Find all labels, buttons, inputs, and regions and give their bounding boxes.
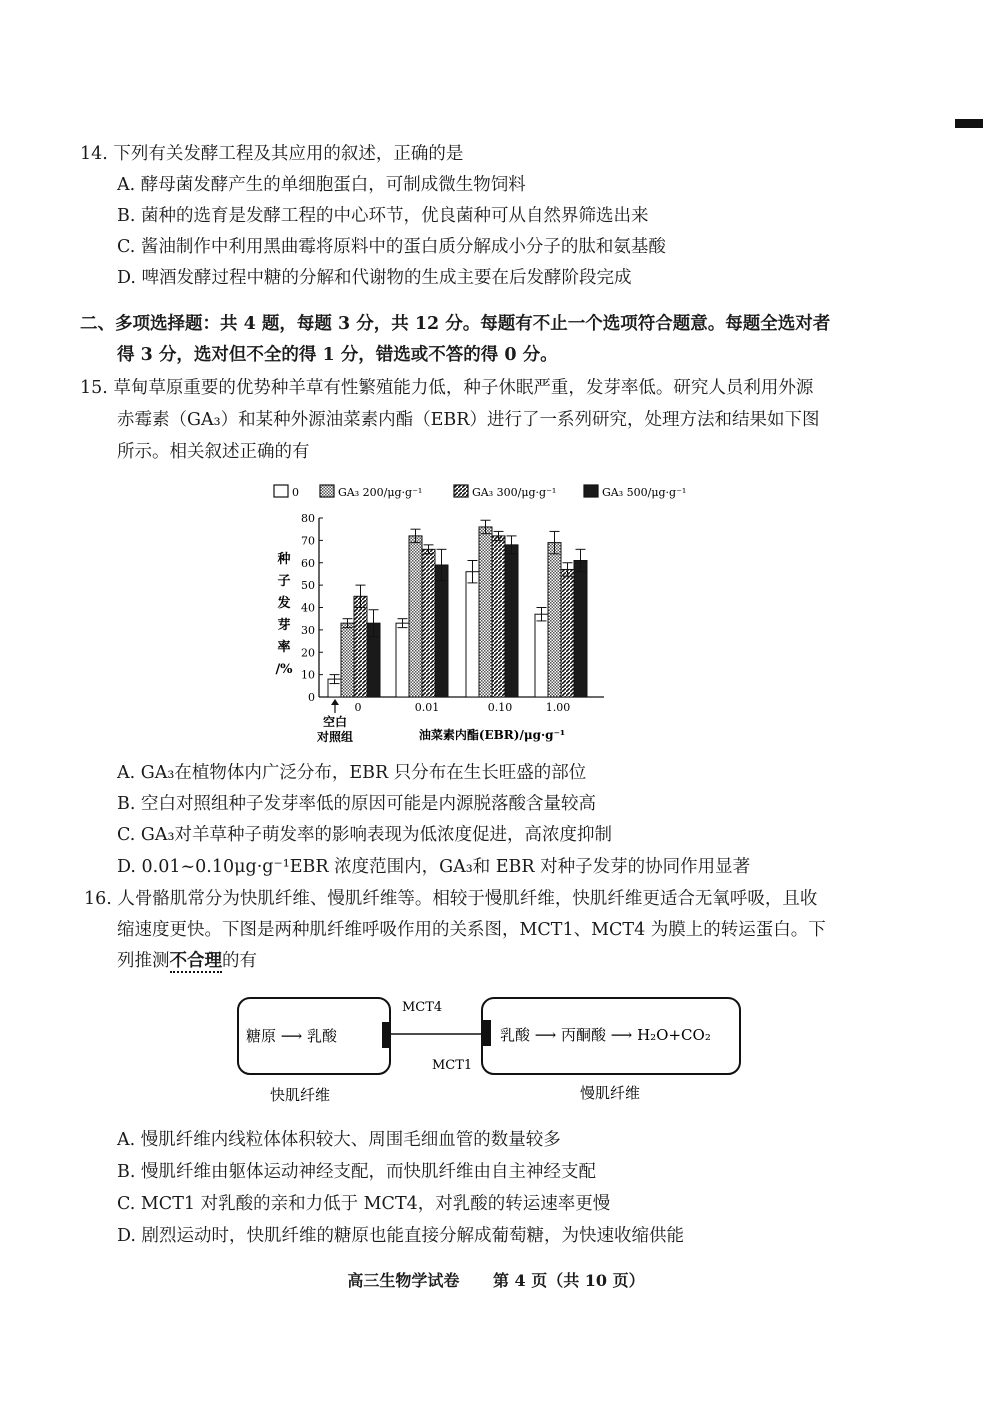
bar bbox=[561, 569, 574, 697]
q16-option-b: B. 慢肌纤维由躯体运动神经支配，而快肌纤维由自主神经支配 bbox=[117, 1162, 596, 1182]
bar bbox=[466, 572, 479, 697]
q16-stem-3: 列推测不合理的有 bbox=[117, 951, 257, 971]
y-tick-label: 10 bbox=[301, 668, 315, 682]
bar bbox=[409, 536, 422, 697]
legend-label: GA₃ 500/μg·g⁻¹ bbox=[602, 486, 687, 499]
y-tick-label: 20 bbox=[301, 646, 315, 660]
q15-option-a: A. GA₃在植物体内广泛分布，EBR 只分布在生长旺盛的部位 bbox=[117, 763, 587, 783]
fast-fiber-label: 快肌纤维 bbox=[270, 1086, 331, 1104]
legend-label: 0 bbox=[292, 486, 299, 499]
legend-swatch bbox=[454, 485, 468, 497]
q15-stem-1: 15. 草甸草原重要的优势种羊草有性繁殖能力低，种子休眠严重，发芽率低。研究人员利用外源 bbox=[80, 378, 814, 398]
slow-fiber-label: 慢肌纤维 bbox=[580, 1084, 641, 1102]
y-axis-label-char: 发 bbox=[277, 596, 291, 611]
germination-bar-chart bbox=[262, 476, 722, 748]
x-tick-label: 0.01 bbox=[414, 701, 440, 714]
footer-subject: 高三生物学试卷 bbox=[347, 1271, 460, 1290]
mct1-label: MCT1 bbox=[432, 1058, 473, 1073]
q15-option-c: C. GA₃对羊草种子萌发率的影响表现为低浓度促进，高浓度抑制 bbox=[117, 825, 613, 845]
y-tick-label: 60 bbox=[301, 556, 315, 570]
q15-stem-2: 赤霉素（GA₃）和某种外源油菜素内酯（EBR）进行了一系列研究，处理方法和结果如下图 bbox=[117, 410, 820, 430]
y-tick-label: 30 bbox=[301, 623, 315, 637]
q14-stem: 14. 下列有关发酵工程及其应用的叙述，正确的是 bbox=[80, 144, 464, 164]
bar bbox=[341, 623, 354, 697]
q15-stem-3: 所示。相关叙述正确的有 bbox=[117, 442, 310, 462]
mct4-label: MCT4 bbox=[402, 1000, 443, 1015]
q14-option-b: B. 菌种的选育是发酵工程的中心环节，优良菌种可从自然界筛选出来 bbox=[117, 206, 649, 226]
q14-option-a: A. 酵母菌发酵产生的单细胞蛋白，可制成微生物饲料 bbox=[117, 175, 526, 195]
bar bbox=[435, 565, 448, 697]
page-footer bbox=[0, 1268, 992, 1291]
x-tick-label: 0.10 bbox=[487, 701, 513, 714]
control-label: 对照组 bbox=[316, 730, 354, 744]
section2-heading: 二、多项选择题：共 4 题，每题 3 分，共 12 分。每题有不止一个选项符合题意。每题全选对者 bbox=[80, 314, 831, 334]
y-axis-label-char: /% bbox=[275, 662, 293, 677]
bar bbox=[422, 549, 435, 697]
q14-option-d: D. 啤酒发酵过程中糖的分解和代谢物的生成主要在后发酵阶段完成 bbox=[117, 268, 632, 288]
y-tick-label: 40 bbox=[301, 601, 315, 615]
legend-label: GA₃ 300/μg·g⁻¹ bbox=[472, 486, 557, 499]
y-tick-label: 0 bbox=[308, 691, 315, 704]
x-axis-label: 油菜素内酯(EBR)/μg·g⁻¹ bbox=[418, 728, 566, 742]
x-tick-label: 1.00 bbox=[545, 701, 571, 714]
slow-fiber-pathway: 乳酸 ⟶ 丙酮酸 ⟶ H₂O+CO₂ bbox=[500, 1026, 711, 1044]
q16-option-d: D. 剧烈运动时，快肌纤维的糖原也能直接分解成葡萄糖，为快速收缩供能 bbox=[117, 1226, 685, 1246]
bar bbox=[354, 596, 367, 697]
control-label: 空白 bbox=[322, 715, 348, 729]
legend-swatch bbox=[320, 485, 334, 497]
x-tick-label: 0 bbox=[354, 701, 362, 714]
q16-stem-2: 缩速度更快。下图是两种肌纤维呼吸作用的关系图，MCT1、MCT4 为膜上的转运蛋白。下 bbox=[117, 920, 826, 940]
footer-page-number: 第 4 页（共 10 页） bbox=[492, 1271, 645, 1290]
y-axis-label-char: 种 bbox=[277, 552, 291, 567]
fast-fiber-pathway: 糖原 ⟶ 乳酸 bbox=[246, 1027, 338, 1045]
bar bbox=[492, 536, 505, 697]
y-axis-label-char: 率 bbox=[277, 640, 291, 655]
control-arrowhead bbox=[331, 699, 339, 705]
q16-stem-1: 16. 人骨骼肌常分为快肌纤维、慢肌纤维等。相较于慢肌纤维，快肌纤维更适合无氧呼吸，且收 bbox=[84, 889, 818, 909]
bar bbox=[479, 527, 492, 697]
emphasis-not-reasonable: 不合理 bbox=[169, 951, 222, 971]
legend-swatch bbox=[584, 485, 598, 497]
y-tick-label: 70 bbox=[301, 534, 315, 548]
y-axis-label-char: 子 bbox=[277, 574, 291, 589]
y-axis-label-char: 芽 bbox=[277, 618, 291, 633]
mct4-transporter bbox=[382, 1022, 391, 1048]
muscle-fiber-diagram bbox=[230, 990, 750, 1110]
q16-option-a: A. 慢肌纤维内线粒体体积较大、周围毛细血管的数量较多 bbox=[117, 1130, 561, 1150]
bar bbox=[548, 543, 561, 697]
q15-option-d: D. 0.01~0.10μg·g⁻¹EBR 浓度范围内，GA₃和 EBR 对种子发芽的协同作用显著 bbox=[117, 857, 751, 877]
bar bbox=[574, 561, 587, 697]
bar bbox=[396, 623, 409, 697]
legend-swatch bbox=[274, 485, 288, 497]
q16-option-c: C. MCT1 对乳酸的亲和力低于 MCT4，对乳酸的转运速率更慢 bbox=[117, 1194, 611, 1214]
mct1-transporter bbox=[482, 1020, 491, 1046]
bar bbox=[505, 545, 518, 697]
bar bbox=[535, 614, 548, 697]
y-tick-label: 50 bbox=[301, 579, 315, 593]
legend-label: GA₃ 200/μg·g⁻¹ bbox=[338, 486, 423, 499]
y-tick-label: 80 bbox=[301, 512, 315, 525]
section2-heading-cont: 得 3 分，选对但不全的得 1 分，错选或不答的得 0 分。 bbox=[117, 345, 558, 365]
q15-option-b: B. 空白对照组种子发芽率低的原因可能是内源脱落酸含量较高 bbox=[117, 794, 596, 814]
edge-mark bbox=[955, 119, 983, 128]
q14-option-c: C. 酱油制作中利用黑曲霉将原料中的蛋白质分解成小分子的肽和氨基酸 bbox=[117, 237, 666, 257]
